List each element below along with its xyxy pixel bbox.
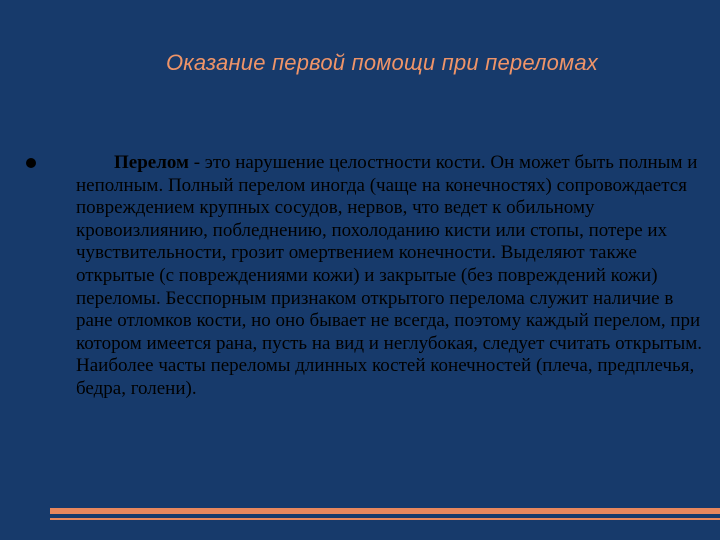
bottom-rule-top [50,508,720,514]
bottom-rule-bottom [50,518,720,520]
bullet-icon [26,158,36,168]
body-text: - это нарушение целостности кости. Он может быть полным и неполным. Полный перелом иногда (чаще на конечностях) сопровождается повреждением крупных сосудов, нервов, что ведет к обильному кровоизлиянию, побледнению, похолоданию кисти или стопы, потере их чувствительности, грозит омертвением конечности. Выделяют также открытые (с повреждениями кожи) и закрытые (без повреждений кожи) переломы. Бесспорным признаком открытого перелома служит наличие в ране отломков кости, но оно бывает не всегда, поэтому каждый перелом, при котором имеется рана, пусть на вид и неглубокая, следует считать открытым. Наиболее часты переломы длинных костей конечностей (плеча, предплечья, бедра, голени). [76,152,702,399]
slide-title: Оказание первой помощи при переломах [166,50,598,75]
body-paragraph [76,152,712,401]
term-label: Перелом [114,152,189,173]
